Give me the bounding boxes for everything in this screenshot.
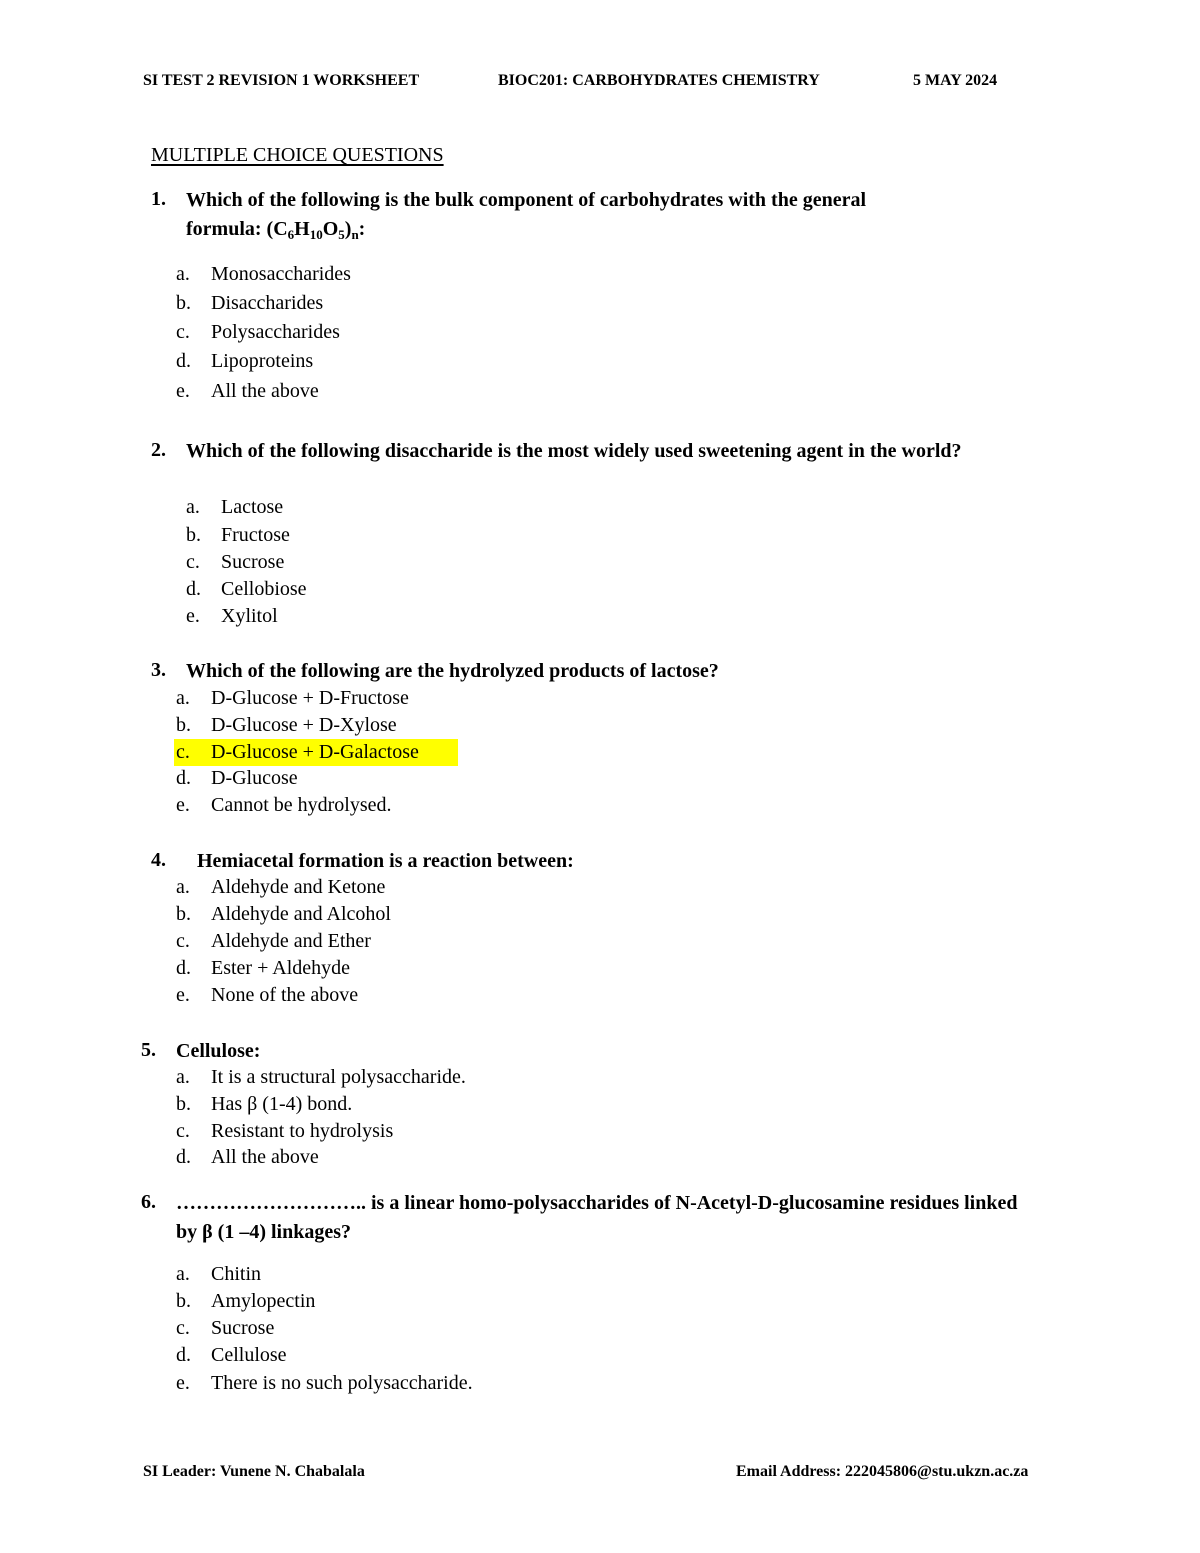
- option-fructose: Fructose: [221, 524, 290, 546]
- option-letter: e.: [176, 380, 190, 402]
- question-number: 3.: [151, 659, 166, 681]
- option-letter: e.: [176, 794, 190, 816]
- option-cellulose: Cellulose: [211, 1344, 287, 1366]
- question-number: 1.: [151, 188, 166, 210]
- question-text-line: Which of the following is the bulk component of carbohydrates with the general: [186, 189, 866, 211]
- option-letter: e.: [186, 605, 200, 627]
- option-glucose: D-Glucose: [211, 767, 298, 789]
- option-cellobiose: Cellobiose: [221, 578, 307, 600]
- option-letter: b.: [176, 903, 191, 925]
- option-letter: d.: [176, 957, 191, 979]
- option-aldehyde-alcohol: Aldehyde and Alcohol: [211, 903, 391, 925]
- option-letter: b.: [176, 714, 191, 736]
- option-aldehyde-ether: Aldehyde and Ether: [211, 930, 371, 952]
- option-letter: b.: [176, 292, 191, 314]
- option-ester-aldehyde: Ester + Aldehyde: [211, 957, 351, 979]
- option-all-above: All the above: [211, 380, 319, 402]
- footer-email: Email Address: 222045806@stu.ukzn.ac.za: [736, 1463, 1029, 1480]
- option-letter: b.: [186, 524, 201, 546]
- question-formula: formula: $(C_6H_{10}O_5)_n$:: [186, 218, 366, 242]
- option-letter: c.: [186, 551, 200, 573]
- option-lipoproteins: Lipoproteins: [211, 350, 314, 372]
- question-text: Hemiacetal formation is a reaction between:: [197, 850, 574, 872]
- option-sucrose: Sucrose: [211, 1317, 275, 1339]
- option-letter: a.: [176, 1263, 190, 1285]
- option-none-above: None of the above: [211, 984, 359, 1006]
- question-number: 4.: [151, 849, 166, 871]
- option-glucose-galactose-highlighted: D-Glucose + D-Galactose: [211, 741, 419, 763]
- option-letter: a.: [186, 496, 200, 518]
- option-amylopectin: Amylopectin: [211, 1290, 316, 1312]
- question-text: Which of the following disaccharide is the most widely used sweetening agent in the world?: [186, 440, 962, 462]
- option-letter: b.: [176, 1093, 191, 1115]
- question-text: Which of the following are the hydrolyzed products of lactose?: [186, 660, 719, 682]
- option-xylitol: Xylitol: [221, 605, 278, 627]
- option-beta-bond: Has β (1-4) bond.: [211, 1093, 353, 1115]
- option-monosaccharides: Monosaccharides: [211, 263, 351, 285]
- header-course: BIOC201: CARBOHYDRATES CHEMISTRY: [498, 72, 820, 89]
- option-letter: c.: [176, 741, 190, 763]
- option-letter: c.: [176, 1317, 190, 1339]
- option-letter: a.: [176, 876, 190, 898]
- question-number: 5.: [141, 1039, 156, 1061]
- option-chitin: Chitin: [211, 1263, 262, 1285]
- option-resistant-hydrolysis: Resistant to hydrolysis: [211, 1120, 394, 1142]
- option-letter: c.: [176, 1120, 190, 1142]
- option-letter: e.: [176, 1372, 190, 1394]
- option-glucose-xylose: D-Glucose + D-Xylose: [211, 714, 397, 736]
- header-date: 5 MAY 2024: [913, 72, 998, 89]
- option-sucrose: Sucrose: [221, 551, 285, 573]
- option-disaccharides: Disaccharides: [211, 292, 324, 314]
- section-title: MULTIPLE CHOICE QUESTIONS: [151, 144, 444, 166]
- option-structural-polysaccharide: It is a structural polysaccharide.: [211, 1066, 466, 1088]
- option-letter: a.: [176, 1066, 190, 1088]
- option-letter: d.: [176, 350, 191, 372]
- option-letter: d.: [186, 578, 201, 600]
- option-letter: c.: [176, 930, 190, 952]
- option-letter: a.: [176, 263, 190, 285]
- option-letter: e.: [176, 984, 190, 1006]
- question-number: 6.: [141, 1191, 156, 1213]
- option-polysaccharides: Polysaccharides: [211, 321, 340, 343]
- option-letter: d.: [176, 1146, 191, 1168]
- option-letter: d.: [176, 767, 191, 789]
- option-cannot-hydrolyse: Cannot be hydrolysed.: [211, 794, 392, 816]
- question-number: 2.: [151, 439, 166, 461]
- option-letter: a.: [176, 687, 190, 709]
- question-text: ……………………….. is a linear homo-polysaccharides of N-Acetyl-D-glucosamine residues linked by β (1 –4) linkages?: [176, 1192, 1018, 1243]
- option-letter: b.: [176, 1290, 191, 1312]
- option-glucose-fructose: D-Glucose + D-Fructose: [211, 687, 409, 709]
- question-text: [186, 186, 866, 244]
- footer-si-leader: SI Leader: Vunene N. Chabalala: [143, 1463, 365, 1480]
- option-letter: c.: [176, 321, 190, 343]
- header-worksheet-title: SI TEST 2 REVISION 1 WORKSHEET: [143, 72, 420, 89]
- option-all-above: All the above: [211, 1146, 319, 1168]
- option-no-such-polysaccharide: There is no such polysaccharide.: [211, 1372, 473, 1394]
- question-text: Cellulose:: [176, 1040, 261, 1062]
- option-aldehyde-ketone: Aldehyde and Ketone: [211, 876, 386, 898]
- option-lactose: Lactose: [221, 496, 284, 518]
- option-letter: d.: [176, 1344, 191, 1366]
